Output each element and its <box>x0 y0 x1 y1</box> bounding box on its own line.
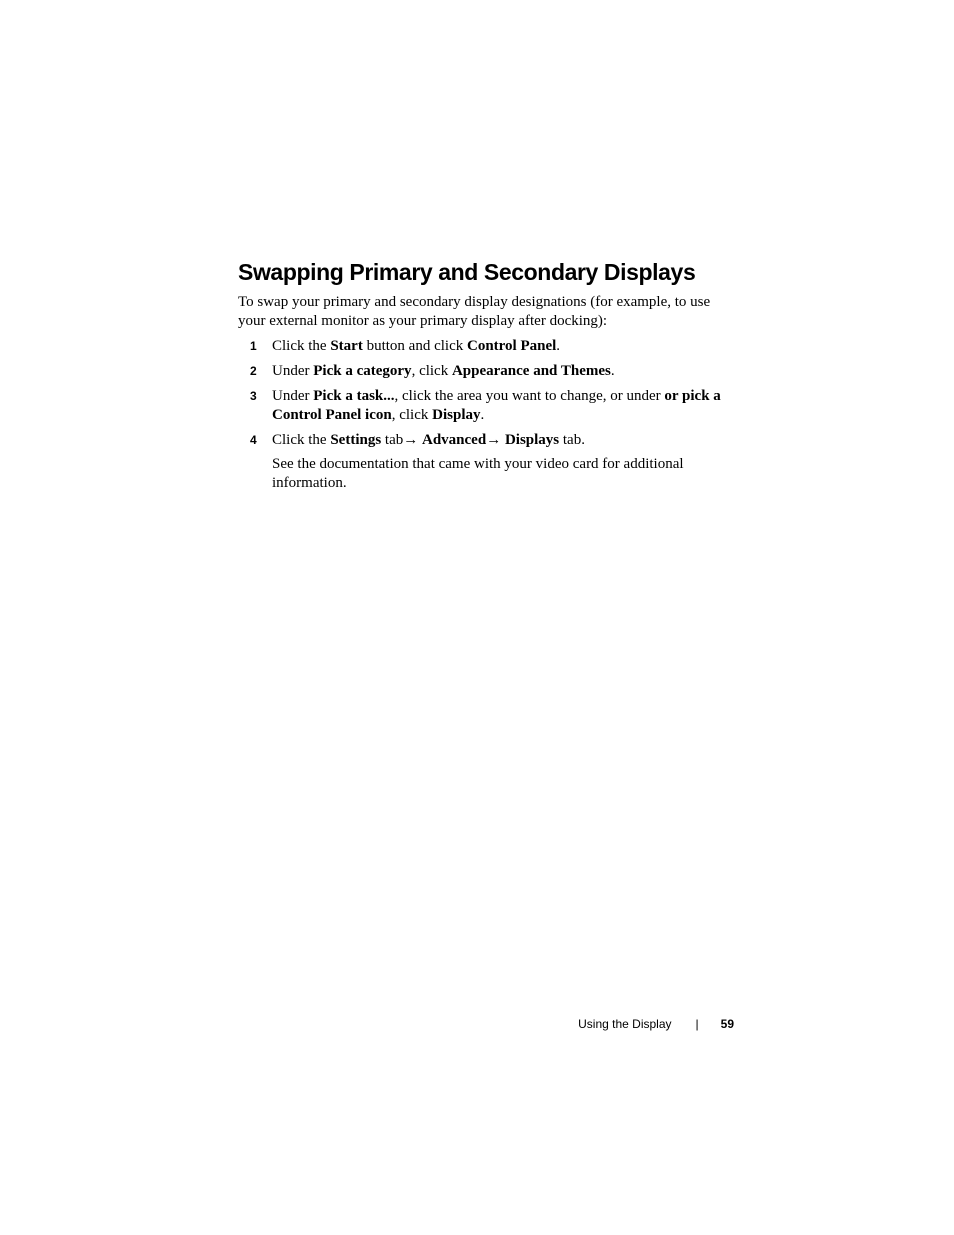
step-text: , click <box>411 363 452 379</box>
ui-term-start: Start <box>330 338 363 354</box>
step-text: tab. <box>559 432 585 448</box>
step-text: button and click <box>362 338 467 354</box>
ui-term-control-panel-icon: or pick a Control Panel icon <box>272 388 721 423</box>
footer-section-title: Using the Display <box>578 1017 672 1031</box>
step-number: 2 <box>250 364 257 378</box>
step-text: . <box>480 407 485 423</box>
page-heading: Swapping Primary and Secondary Displays <box>238 259 696 285</box>
step-text: . <box>556 338 561 354</box>
ui-term-display: Display <box>432 407 481 423</box>
ui-term-appearance-and-themes: Appearance and Themes <box>451 363 611 379</box>
step-1 <box>238 337 738 356</box>
step-text: , click the area you want to change, or under <box>394 388 665 404</box>
ui-term-displays: Displays <box>504 432 560 448</box>
page-footer <box>578 1015 734 1033</box>
intro-paragraph: To swap your primary and secondary display designations (for example, to use your external monitor as your primary display after docking): <box>238 294 711 329</box>
step-text: Under <box>272 388 314 404</box>
page-number: 59 <box>720 1017 734 1031</box>
step-number: 4 <box>250 433 257 447</box>
ui-term-advanced: Advanced <box>422 432 487 448</box>
step-number: 1 <box>250 339 257 353</box>
step-text: . <box>610 363 615 379</box>
ui-term-pick-a-task: Pick a task... <box>313 388 395 404</box>
step-4 <box>238 431 738 450</box>
step-text: Click the <box>272 432 331 448</box>
steps-list <box>238 337 738 456</box>
note-paragraph: See the documentation that came with your video card for additional information. <box>272 456 684 491</box>
ui-term-control-panel: Control Panel <box>466 338 557 354</box>
step-text: → <box>486 432 505 448</box>
ui-term-pick-a-category: Pick a category <box>313 363 412 379</box>
step-number: 3 <box>250 389 257 403</box>
step-2 <box>238 362 738 381</box>
ui-term-settings: Settings <box>330 432 382 448</box>
step-text: , click <box>391 407 433 423</box>
step-text: Click the <box>272 338 331 354</box>
step-3 <box>238 387 738 425</box>
step-text: tab→ <box>381 432 422 448</box>
footer-separator: | <box>695 1017 699 1031</box>
step-text: Under <box>272 363 314 379</box>
